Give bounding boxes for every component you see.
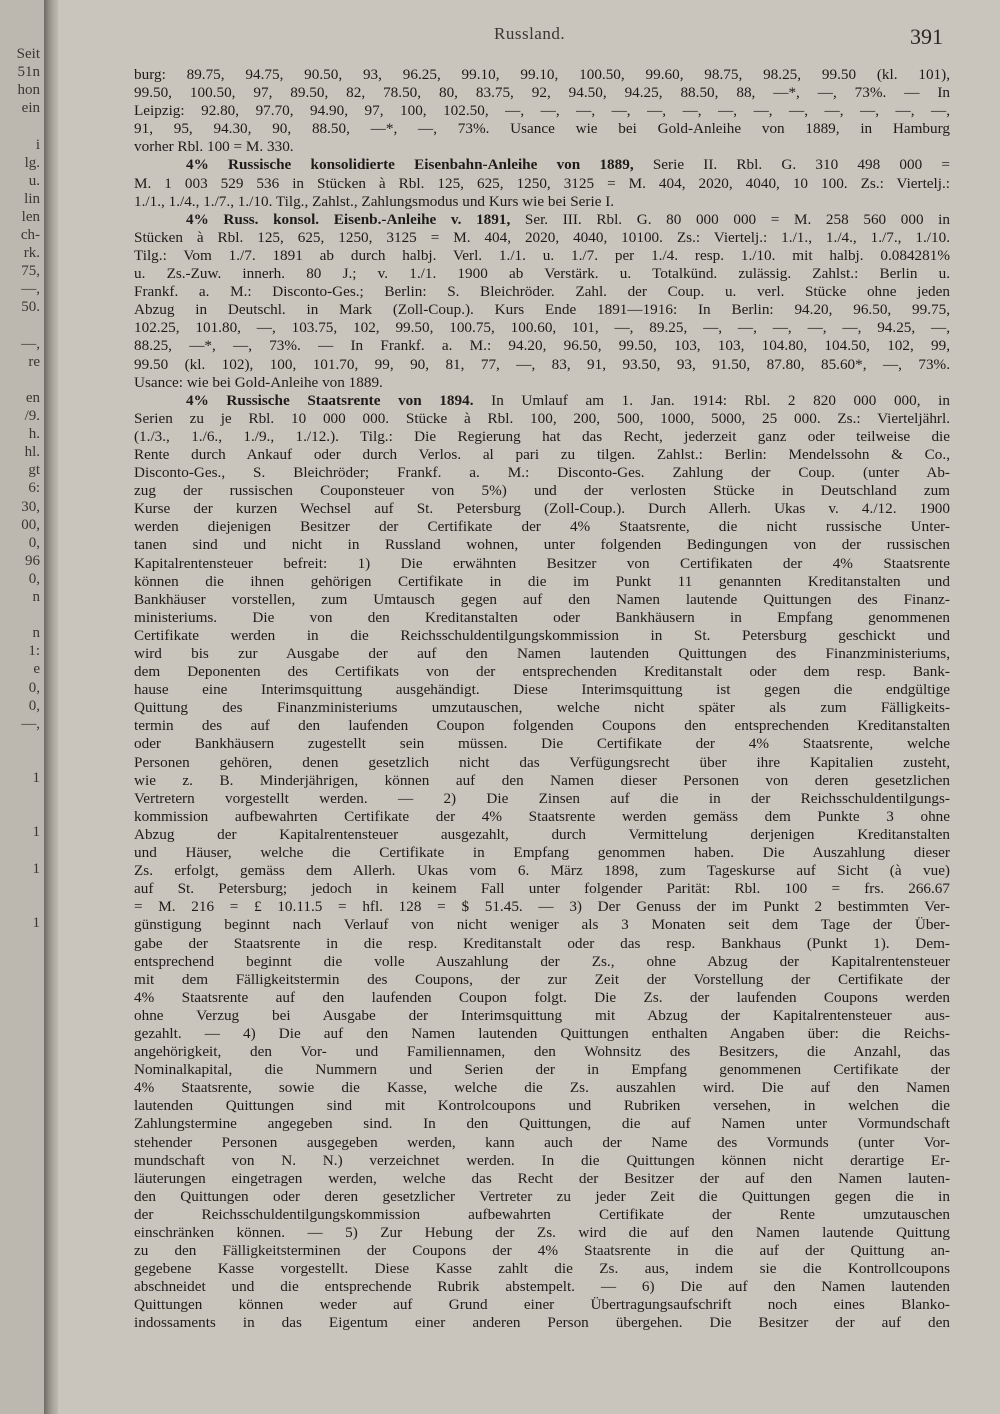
text-line: gegebene Kasse vorgestellt. Diese Kasse zahlt die Zs. aus, indem sie die Kontrollcoupons xyxy=(134,1260,950,1278)
margin-fragment: 50. xyxy=(21,299,40,316)
text-line: zu den Fälligkeitsterminen der Coupons der 4% Staatsrente in die auf der Quittung an- xyxy=(134,1242,950,1260)
text-line: Rente durch Ankauf oder durch Verlos. al pari zu tilgen. Zahlst.: Berlin: Mendelssohn & Co., xyxy=(134,445,950,463)
text-line: Quittungen können weder auf Grund einer Übertragungsaufschrift noch eines Blanko- xyxy=(134,1296,950,1314)
margin-fragment: 96 xyxy=(25,552,40,569)
margin-fragment: re xyxy=(28,353,40,370)
text-line: Personen gehören, denen gesetzlich nicht das Verfügungsrecht über ihre Kapitalien zusteht, xyxy=(134,753,950,771)
text-line: Kapitalrentensteuer befreit: 1) Die erwähnten Besitzer von Certifikaten der 4% Staatsrente xyxy=(134,554,950,572)
text-line: Vertretern vorgestellt werden. — 2) Die Zinsen auf die in der Reichsschuldentilgungs- xyxy=(134,789,950,807)
text-line: (1./3., 1./6., 1./9., 1./12.). Tilg.: Die Regierung hat das Recht, jederzeit ganz oder teilweise die xyxy=(134,427,950,445)
text-line: oder Bankhäusern zugestellt sein müssen. Die Certifikate der 4% Staatsrente, welche xyxy=(134,735,950,753)
text-line: kommission aufbewahrten Certifikate der 4% Staatsrente werden gemäss dem Punkte 3 ohne xyxy=(134,807,950,825)
margin-fragment: 0, xyxy=(28,697,40,714)
margin-fragment: hon xyxy=(17,82,40,99)
text-line: 99.50 (kl. 102), 100, 101.70, 99, 90, 81, 77, —, 83, 91, 93.50, 93, 91.50, 87.80, 85.60*, —, 73%. xyxy=(134,355,950,373)
margin-fragment: lin xyxy=(24,190,40,207)
margin-fragment: n xyxy=(32,589,40,605)
text-line: mit dem Fälligkeitstermin des Coupons, der zur Zeit der Vorstellung der Certifikate der xyxy=(134,970,950,988)
margin-fragment: lg. xyxy=(24,154,40,171)
text-line: indossaments in das Eigentum einer anderen Person übergehen. Die Besitzer der auf den xyxy=(134,1314,950,1332)
document-page xyxy=(58,0,1000,1414)
margin-fragment: —, xyxy=(21,335,40,352)
text-line: werden diejenigen Besitzer der Certifikate der 4% Staatsrente, die nicht russische Unter- xyxy=(134,518,950,536)
text-line: M. 1 003 529 536 in Stücken à Rbl. 125, 625, 1250, 3125 = M. 404, 2020, 4040, 10 100. Zs.: Viertelj.: xyxy=(134,174,950,192)
margin-fragment: Seit xyxy=(16,46,40,62)
margin-fragment: ch- xyxy=(20,227,40,243)
text-line: ministeriums. Die von den Kreditanstalten oder Bankhäusern in Empfang genommenen xyxy=(134,608,950,626)
text-line: 4% Staatsrente auf den laufenden Coupon folgt. Die Zs. der laufenden Coupons werden xyxy=(134,988,950,1006)
text-line xyxy=(134,211,950,229)
running-header: Russland. xyxy=(494,24,566,43)
margin-fragment: 75, xyxy=(21,263,40,280)
margin-fragment: rk. xyxy=(23,245,40,262)
margin-fragment: hl. xyxy=(24,444,40,461)
text-line: den Quittungen oder deren gesetzlicher Vertreter zu jeder Zeit die Quittungen gegen die in xyxy=(134,1187,950,1205)
text-line: auf St. Petersburg; jedoch in keinem Fall unter folgender Parität: Rbl. 100 = frs. 266.67 xyxy=(134,880,950,898)
text-line xyxy=(134,392,950,410)
text-line: läuterungen eingetragen werden, welche das Recht der Besitzer der auf den Namen lauten- xyxy=(134,1169,950,1187)
adjacent-page-margin xyxy=(0,0,44,1414)
text-line: 4% Staatsrente, sowie die Kasse, welche die Zs. auszahlen wird. Die auf den Namen xyxy=(134,1079,950,1097)
margin-fragment: len xyxy=(21,208,40,225)
margin-fragment: 0, xyxy=(28,679,40,696)
margin-fragment: 1 xyxy=(32,770,40,786)
section-title-continuation: Serie II. Rbl. G. 310 498 000 = xyxy=(633,156,950,174)
text-line: 1./1., 1./4., 1./7., 1./10. Tilg., Zahlst., Zahlungsmodus und Kurs wie bei Serie I. xyxy=(134,192,615,210)
text-line: 99.50, 100.50, 97, 89.50, 82, 78.50, 80, 83.75, 92, 94.50, 94.25, 88.50, 88, —*, —, 73%. — In xyxy=(134,84,950,102)
margin-fragment: —, xyxy=(21,715,40,732)
section-title: 4% Russ. konsol. Eisenb.-Anleihe v. 1891, xyxy=(186,210,511,228)
text-line: termin des auf den laufenden Coupon folgenden Coupons den entsprechenden Kreditanstalten xyxy=(134,717,950,735)
body-text xyxy=(134,66,950,1333)
text-line: angehörigkeit, den Vor- und Familiennamen, den Wohnsitz des Besitzers, die Anzahl, das xyxy=(134,1043,950,1061)
text-line: = M. 216 = £ 10.11.5 = hfl. 128 = $ 51.45. — 3) Der Genuss der im Punkt 2 bestimmten Ver- xyxy=(134,898,950,916)
margin-fragment: 0, xyxy=(28,570,40,587)
text-line: wird bis zur Ausgabe der auf den Namen lautenden Quittungen des Finanzministeriums, xyxy=(134,645,950,662)
text-line: Zs. erfolgt, gemäss dem Allerh. Ukas vom 6. März 1898, zum Tageskurse auf Sicht (à vue) xyxy=(134,862,950,880)
text-line: ohne Verzug bei Ausgabe der Interimsquittung mit Abzug der Kapitalrentensteuer aus- xyxy=(134,1006,950,1024)
margin-fragment: —, xyxy=(21,281,40,298)
text-line: vorher Rbl. 100 = M. 330. xyxy=(134,138,294,156)
text-line: Zahlungstermine angegeben sind. In den Quittungen, die auf Namen unter Vormundschaft xyxy=(134,1115,950,1133)
section-title-continuation: Ser. III. Rbl. G. 80 000 000 = M. 258 560 000 in xyxy=(510,210,950,228)
margin-fragment: u. xyxy=(28,172,40,189)
text-line: können die ihnen gehörigen Certifikate in die im Punkt 11 genannten Kreditanstalten und xyxy=(134,572,950,590)
text-line: Serien zu je Rbl. 10 000 000. Stücke à Rbl. 100, 200, 500, 1000, 5000, 25 000. Zs.: Vierteljährl. xyxy=(134,409,950,427)
margin-fragment: 1 xyxy=(32,860,40,877)
margin-fragment: 51n xyxy=(17,64,40,81)
text-line: 102.25, 101.80, —, 103.75, 102, 99.50, 100.75, 100.60, 101, —, 89.25, —, —, —, —, —, 94.25, —, xyxy=(134,319,950,337)
text-line: hause eine Interimsquittung ausgehändigt. Diese Interimsquittung ist gegen die endgültige xyxy=(134,681,950,699)
text-line: Abzug in Deutschl. in Mark (Zoll-Coup.). Kurs Ende 1891—1916: In Berlin: 94.20, 96.50, 99.75, xyxy=(134,301,950,319)
text-line: dem Deponenten des Certifikats von der entsprechenden Kreditanstalt oder dem resp. Bank- xyxy=(134,663,950,681)
text-line: Nominalkapital, die Nummern und Serien der in Empfang genommenen Certifikate der xyxy=(134,1061,950,1079)
text-line: der Reichsschuldentilgungskommission aufbewahrten Certifikate der Rente umzutauschen xyxy=(134,1205,950,1223)
text-line: 91, 95, 94.30, 90, 88.50, —*, —, 73%. Usance wie bei Gold-Anleihe von 1889, in Hamburg xyxy=(134,120,950,138)
text-line: abschneidet und die entsprechende Rubrik abstempelt. — 6) Die auf den Namen lautenden xyxy=(134,1278,950,1296)
margin-fragment: 1 xyxy=(32,824,40,841)
margin-fragment: 1 xyxy=(32,914,40,931)
text-line: gezahlt. — 4) Die auf den Namen lautenden Quittungen enthalten Angaben über: die Reichs- xyxy=(134,1024,950,1042)
text-line: einschränken können. — 5) Zur Hebung der Zs. wird die auf den Namen lautende Quittung xyxy=(134,1224,950,1241)
margin-fragment: /9. xyxy=(24,408,40,424)
margin-fragment: 0, xyxy=(28,534,40,551)
text-line: Stücken à Rbl. 125, 625, 1250, 3125 = M. 404, 2020, 4040, 10100. Zs.: Viertelj.: 1./1., 1./4., 1./7., 1./10. xyxy=(134,228,950,246)
section-title: 4% Russische konsolidierte Eisenbahn-Anleihe von 1889, xyxy=(186,156,634,174)
margin-fragment: h. xyxy=(28,426,40,443)
text-line: Bankhäuser vorstellen, zum Umtausch gegen auf den Namen lautende Quittungen des Finanz- xyxy=(134,590,950,608)
text-line: zug der russischen Couponsteuer von 5%) und der verlosten Stücke in Deutschland zum xyxy=(134,482,950,500)
margin-fragment: gt xyxy=(28,462,40,479)
text-line: u. Zs.-Zuw. innerh. 80 J.; v. 1./1. 1900 ab Verstärk. u. Totalkünd. zulässig. Zahlst.: Berlin u. xyxy=(134,265,950,283)
margin-fragment: 1: xyxy=(28,643,40,660)
text-line: und Häuser, welche die Certifikate in Empfang genommen haben. Die Auszahlung dieser xyxy=(134,844,950,862)
book-gutter xyxy=(44,0,58,1414)
text-line: lautenden Quittungen sind mit Kontrolcoupons und Rubriken versehen, in welchen die xyxy=(134,1097,950,1115)
text-line: stehender Personen ausgegeben werden, kann auch der Name des Vormunds (unter Vor- xyxy=(134,1133,950,1151)
text-line: Tilg.: Vom 1./7. 1891 ab durch halbj. Verl. 1./1. u. 1./7. per 1./4. resp. 1./10. mit halbj. 0.084281% xyxy=(134,246,950,264)
page-number: 391 xyxy=(910,24,943,49)
text-line: burg: 89.75, 94.75, 90.50, 93, 96.25, 99.10, 99.10, 100.50, 99.60, 98.75, 98.25, 99.50 (kl. 101), xyxy=(134,66,950,83)
text-line: entsprechend beginnt die volle Auszahlung der Zs., ohne Abzug der Kapitalrentensteuer xyxy=(134,952,950,970)
text-line xyxy=(134,156,950,174)
margin-fragment: e xyxy=(33,661,40,678)
section-title-continuation: In Umlauf am 1. Jan. 1914: Rbl. 2 820 000 000, in xyxy=(473,391,950,409)
text-line: Frankf. a. M.: Disconto-Ges.; Berlin: S. Bleichröder. Zahl. der Coup. u. verl. Stücke ohne jeden xyxy=(134,283,950,301)
text-line: Abzug der Kapitalrentensteuer ausgezahlt, durch Vermittelung derjenigen Kreditanstalten xyxy=(134,825,950,843)
text-line: günstigung beginnt nach Verlauf von nicht weniger als 3 Monaten seit dem Tage der Über- xyxy=(134,916,950,934)
margin-fragment: en xyxy=(25,389,40,406)
text-line: gabe der Staatsrente in die resp. Kreditanstalt oder das resp. Bankhaus (Punkt 1). Dem- xyxy=(134,934,950,952)
text-line: Kurse der kurzen Wechsel auf St. Petersburg (Zoll-Coup.). Durch Allerh. Ukas v. 4./12. 1900 xyxy=(134,500,950,518)
margin-fragment: n xyxy=(32,625,40,642)
text-line: wie z. B. Minderjährigen, können auf den Namen dieser Personen von deren gesetzlichen xyxy=(134,771,950,789)
text-line: 88.25, —*, —, 73%. — In Frankf. a. M.: 94.20, 96.50, 99.50, 103, 103, 104.80, 104.50, 102, 99, xyxy=(134,337,950,355)
margin-fragment: ein xyxy=(21,100,40,117)
section-title: 4% Russische Staatsrente von 1894. xyxy=(186,391,474,409)
text-line: Usance: wie bei Gold-Anleihe von 1889. xyxy=(134,373,383,391)
margin-fragment: 6: xyxy=(28,480,40,497)
text-line: Certifikate werden in die Reichsschuldentilgungskommission in St. Petersburg geschickt und xyxy=(134,626,950,644)
margin-fragment: i xyxy=(35,136,40,153)
text-line: Leipzig: 92.80, 97.70, 94.90, 97, 100, 102.50, —, —, —, —, —, —, —, —, —, —, —, —, —, xyxy=(134,102,950,120)
margin-fragment: 30, xyxy=(21,498,40,515)
text-line: Disconto-Ges., S. Bleichröder; Frankf. a. M.: Disconto-Ges. Zahlung der Coup. (unter Ab- xyxy=(134,464,950,482)
margin-fragment: 00, xyxy=(21,516,40,533)
text-line: Quittung des Finanzministeriums umzutauschen, welche nicht später als zum Fälligkeits- xyxy=(134,699,950,717)
text-line: tanen sind und nicht in Russland wohnen, unter folgenden Bedingungen von der russischen xyxy=(134,536,950,554)
text-line: mundschaft von N. N.) verzeichnet werden. In die Quittungen können nicht derartige Er- xyxy=(134,1151,950,1169)
